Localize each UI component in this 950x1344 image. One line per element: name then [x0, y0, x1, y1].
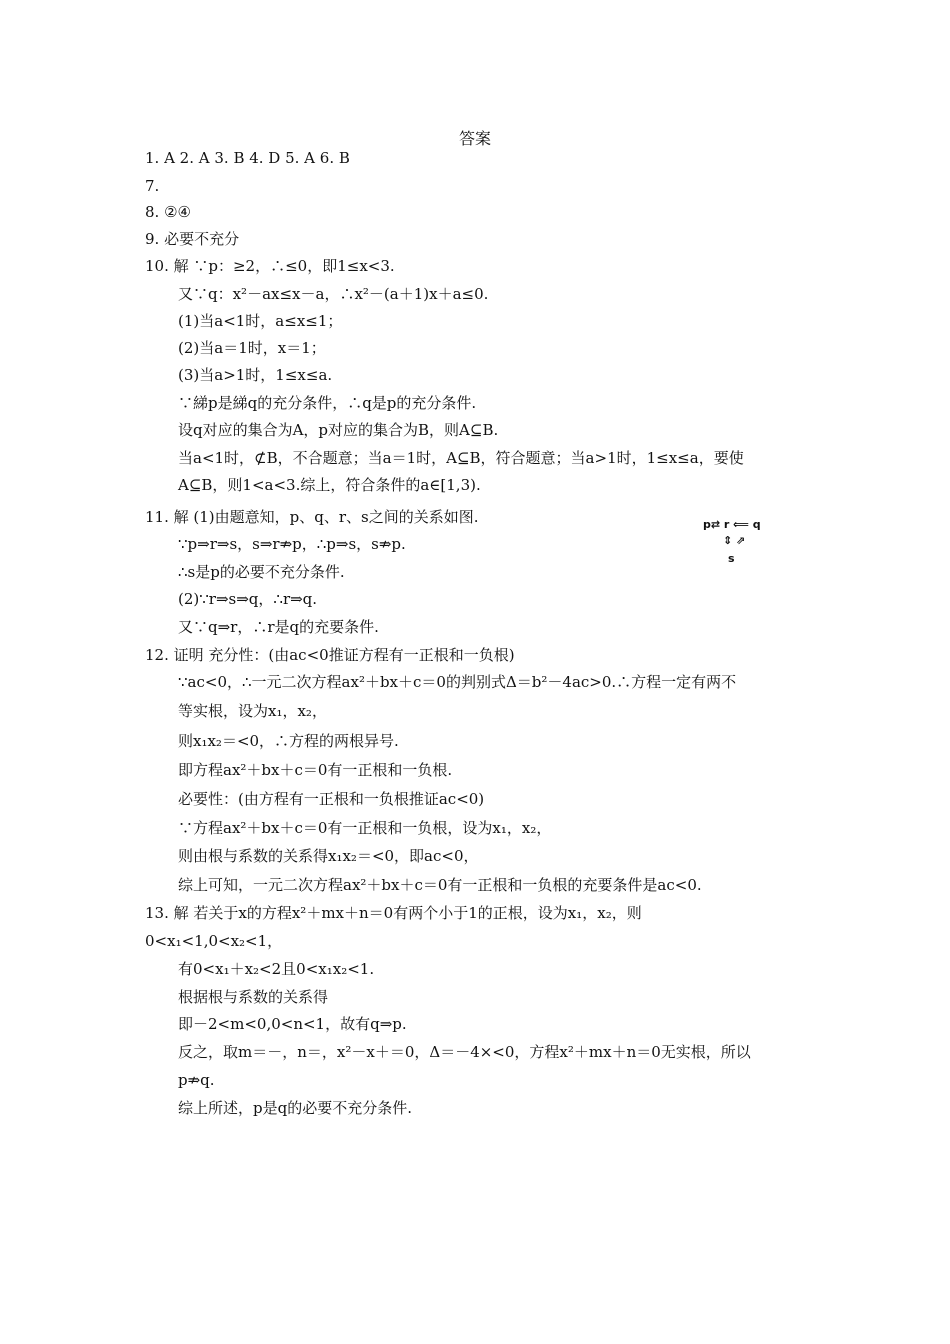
answer-line-11: 11. 解 (1)由题意知，p、q、r、s之间的关系如图.: [145, 508, 479, 526]
answer-10-text: 当a<1时，⊄B，不合题意；当a＝1时，A⊆B，符合题意；当a>1时，1≤x≤a，要使: [178, 449, 744, 467]
diagram-bottom-row: s: [728, 552, 735, 565]
answer-13-text: 根据根与系数的关系得: [178, 988, 329, 1006]
answer-line-12: 12. 证明 充分性：(由ac<0推证方程有一正根和一负根): [145, 646, 515, 664]
answer-11-text: 又∵q⇒r，∴r是q的充要条件.: [178, 618, 379, 636]
answer-line-8: 8. ②④: [145, 203, 191, 221]
answer-10-text: A⊆B，则1<a<3.综上，符合条件的a∈[1,3).: [178, 476, 481, 494]
answer-12-text: ∵方程ax²＋bx＋c＝0有一正根和一负根，设为x₁，x₂，: [178, 819, 552, 837]
answer-12-text: 必要性：(由方程有一正根和一负根推证ac<0): [178, 790, 485, 808]
answer-12-text: 则x₁x₂＝<0，∴方程的两根异号.: [178, 732, 399, 750]
answer-line-13: 13. 解 若关于x的方程x²＋mx＋n＝0有两个小于1的正根，设为x₁，x₂，则: [145, 904, 642, 922]
diagram-top-row: p⇄ r ⟸ q: [703, 518, 761, 531]
answer-13-text: 反之，取m＝－，n＝，x²－x＋＝0，Δ＝－4×<0，方程x²＋mx＋n＝0无实根，所以: [178, 1043, 751, 1061]
answer-11-text: ∵p⇒r⇒s，s⇒r⇏p，∴p⇒s，s⇏p.: [178, 535, 406, 553]
answer-10-text: (2)当a＝1时，x＝1；: [178, 339, 326, 357]
answer-10-text: 又∵q：x²－ax≤x－a，∴x²－(a＋1)x＋a≤0.: [178, 285, 489, 303]
page-title: 答案: [458, 129, 491, 148]
answer-13-text: p⇏q.: [178, 1071, 215, 1089]
answer-13-text: 0<x₁<1,0<x₂<1，: [145, 932, 283, 950]
answer-12-text: ∵ac<0，∴一元二次方程ax²＋bx＋c＝0的判别式Δ＝b²－4ac>0.∴方程一定有两不: [178, 673, 737, 691]
answer-12-text: 等实根，设为x₁，x₂，: [178, 702, 327, 720]
answer-line-7: 7.: [145, 177, 160, 195]
answer-10-text: (1)当a<1时，a≤x≤1；: [178, 312, 343, 330]
answer-10-text: 设q对应的集合为A，p对应的集合为B，则A⊆B.: [178, 421, 499, 439]
answer-line-1: 1. A 2. A 3. B 4. D 5. A 6. B: [145, 149, 350, 167]
diagram-arrows-row: ⇕ ⇗: [723, 534, 746, 547]
answer-12-text: 则由根与系数的关系得x₁x₂＝<0，即ac<0，: [178, 847, 479, 865]
answer-13-text: 有0<x₁＋x₂<2且0<x₁x₂<1.: [178, 960, 375, 978]
answer-12-text: 综上可知，一元二次方程ax²＋bx＋c＝0有一正根和一负根的充要条件是ac<0.: [178, 876, 702, 894]
answer-13-text: 综上所述，p是q的必要不充分条件.: [178, 1099, 412, 1117]
answer-line-10: 10. 解 ∵p：≥2，∴≤0，即1≤x<3.: [145, 257, 395, 275]
relation-diagram: [700, 518, 780, 568]
answer-10-text: ∵綈p是綈q的充分条件，∴q是p的充分条件.: [178, 394, 477, 412]
answer-line-9: 9. 必要不充分: [145, 230, 240, 248]
answer-11-text: ∴s是p的必要不充分条件.: [178, 563, 345, 581]
answer-13-text: 即－2<m<0,0<n<1，故有q⇒p.: [178, 1015, 407, 1033]
answer-12-text: 即方程ax²＋bx＋c＝0有一正根和一负根.: [178, 761, 453, 779]
answer-10-text: (3)当a>1时，1≤x≤a.: [178, 366, 333, 384]
answer-11-text: (2)∵r⇒s⇒q，∴r⇒q.: [178, 590, 318, 608]
